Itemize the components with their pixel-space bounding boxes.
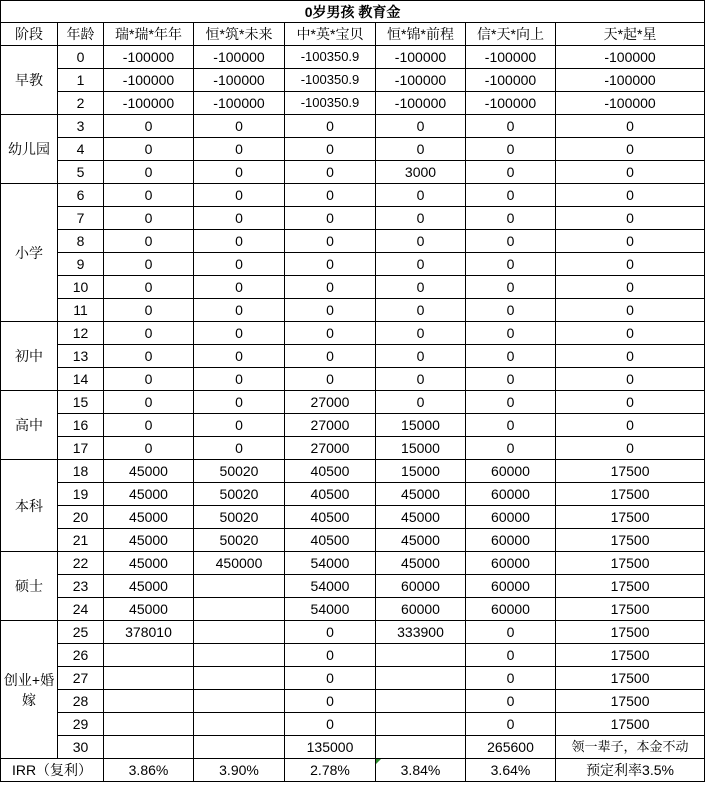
value-cell: 45000 bbox=[104, 483, 194, 506]
value-cell: 17500 bbox=[556, 667, 705, 690]
value-cell: 0 bbox=[376, 115, 466, 138]
table-row bbox=[1, 345, 705, 368]
value-cell: 17500 bbox=[556, 506, 705, 529]
value-cell: -100000 bbox=[466, 69, 556, 92]
value-cell: -100000 bbox=[194, 69, 285, 92]
age-cell: 23 bbox=[58, 575, 104, 598]
value-cell: 0 bbox=[466, 437, 556, 460]
value-cell: 0 bbox=[376, 345, 466, 368]
value-cell: 0 bbox=[556, 230, 705, 253]
value-cell bbox=[194, 713, 285, 736]
value-cell bbox=[376, 667, 466, 690]
value-cell bbox=[104, 713, 194, 736]
value-cell: 0 bbox=[194, 184, 285, 207]
table-row bbox=[1, 736, 705, 759]
value-cell: 0 bbox=[285, 276, 376, 299]
age-cell: 29 bbox=[58, 713, 104, 736]
value-cell: 0 bbox=[104, 138, 194, 161]
value-cell: 0 bbox=[376, 299, 466, 322]
age-cell: 11 bbox=[58, 299, 104, 322]
value-cell: 17500 bbox=[556, 460, 705, 483]
value-cell: 0 bbox=[104, 368, 194, 391]
value-cell: 0 bbox=[376, 322, 466, 345]
table-row bbox=[1, 506, 705, 529]
age-cell: 17 bbox=[58, 437, 104, 460]
value-cell: 50020 bbox=[194, 483, 285, 506]
table-row bbox=[1, 437, 705, 460]
value-cell: 0 bbox=[194, 391, 285, 414]
value-cell: 54000 bbox=[285, 598, 376, 621]
value-cell: 0 bbox=[556, 115, 705, 138]
value-cell: 27000 bbox=[285, 391, 376, 414]
table-row bbox=[1, 552, 705, 575]
stage-label: 创业+婚嫁 bbox=[1, 621, 58, 759]
value-cell: 0 bbox=[466, 667, 556, 690]
header-row bbox=[1, 23, 705, 46]
value-cell: 17500 bbox=[556, 598, 705, 621]
value-cell: 0 bbox=[376, 207, 466, 230]
value-cell: 0 bbox=[556, 322, 705, 345]
value-cell: 0 bbox=[194, 115, 285, 138]
value-cell: 0 bbox=[556, 184, 705, 207]
header-product-1: 瑞*瑞*年年 bbox=[104, 23, 194, 46]
value-cell: 领一辈子，本金不动 bbox=[556, 736, 705, 759]
value-cell: 0 bbox=[285, 644, 376, 667]
irr-row bbox=[1, 759, 705, 782]
age-cell: 2 bbox=[58, 92, 104, 115]
table-row bbox=[1, 529, 705, 552]
value-cell: -100000 bbox=[104, 69, 194, 92]
value-cell: 0 bbox=[466, 391, 556, 414]
age-cell: 6 bbox=[58, 184, 104, 207]
value-cell: 54000 bbox=[285, 575, 376, 598]
value-cell: 0 bbox=[466, 345, 556, 368]
value-cell: 0 bbox=[285, 115, 376, 138]
value-cell: 15000 bbox=[376, 437, 466, 460]
value-cell: 0 bbox=[466, 690, 556, 713]
age-cell: 24 bbox=[58, 598, 104, 621]
value-cell: 0 bbox=[376, 276, 466, 299]
value-cell: 0 bbox=[104, 322, 194, 345]
table-row bbox=[1, 46, 705, 69]
value-cell bbox=[194, 690, 285, 713]
stage-label: 早教 bbox=[1, 46, 58, 115]
value-cell: 0 bbox=[376, 391, 466, 414]
value-cell: 0 bbox=[285, 299, 376, 322]
value-cell: 60000 bbox=[466, 552, 556, 575]
value-cell: 3000 bbox=[376, 161, 466, 184]
age-cell: 22 bbox=[58, 552, 104, 575]
age-cell: 30 bbox=[58, 736, 104, 759]
value-cell: 45000 bbox=[104, 598, 194, 621]
value-cell: 50020 bbox=[194, 460, 285, 483]
value-cell: 0 bbox=[104, 115, 194, 138]
age-cell: 5 bbox=[58, 161, 104, 184]
table-row bbox=[1, 598, 705, 621]
value-cell: -100000 bbox=[376, 46, 466, 69]
value-cell: 333900 bbox=[376, 621, 466, 644]
value-cell: -100000 bbox=[104, 46, 194, 69]
value-cell: 0 bbox=[104, 276, 194, 299]
value-cell: 0 bbox=[285, 345, 376, 368]
value-cell: 0 bbox=[285, 322, 376, 345]
table-row bbox=[1, 69, 705, 92]
value-cell: 0 bbox=[285, 207, 376, 230]
table-row bbox=[1, 138, 705, 161]
value-cell bbox=[104, 667, 194, 690]
value-cell bbox=[194, 644, 285, 667]
value-cell: 17500 bbox=[556, 690, 705, 713]
table-row bbox=[1, 184, 705, 207]
table-row bbox=[1, 414, 705, 437]
value-cell: 27000 bbox=[285, 414, 376, 437]
value-cell bbox=[104, 736, 194, 759]
age-cell: 16 bbox=[58, 414, 104, 437]
value-cell: 0 bbox=[194, 368, 285, 391]
age-cell: 10 bbox=[58, 276, 104, 299]
value-cell: 17500 bbox=[556, 575, 705, 598]
value-cell: 0 bbox=[556, 345, 705, 368]
value-cell: 45000 bbox=[376, 506, 466, 529]
table-row bbox=[1, 391, 705, 414]
value-cell: 0 bbox=[104, 414, 194, 437]
value-cell: 60000 bbox=[466, 483, 556, 506]
value-cell: 0 bbox=[556, 391, 705, 414]
stage-label: 初中 bbox=[1, 322, 58, 391]
table-body bbox=[1, 1, 705, 782]
header-product-5: 信*天*向上 bbox=[466, 23, 556, 46]
value-cell: 40500 bbox=[285, 529, 376, 552]
value-cell bbox=[194, 667, 285, 690]
value-cell bbox=[104, 690, 194, 713]
value-cell: -100000 bbox=[104, 92, 194, 115]
stage-label: 高中 bbox=[1, 391, 58, 460]
value-cell: 0 bbox=[104, 345, 194, 368]
value-cell: -100000 bbox=[556, 46, 705, 69]
table-row bbox=[1, 644, 705, 667]
value-cell bbox=[376, 690, 466, 713]
value-cell: 0 bbox=[466, 253, 556, 276]
value-cell: 0 bbox=[285, 667, 376, 690]
header-stage: 阶段 bbox=[1, 23, 58, 46]
value-cell: 45000 bbox=[376, 552, 466, 575]
value-cell: -100350.9 bbox=[285, 69, 376, 92]
table-row bbox=[1, 460, 705, 483]
value-cell: 0 bbox=[466, 115, 556, 138]
value-cell: 0 bbox=[376, 230, 466, 253]
table-row bbox=[1, 92, 705, 115]
value-cell: 0 bbox=[104, 299, 194, 322]
value-cell: 60000 bbox=[466, 529, 556, 552]
table-row bbox=[1, 276, 705, 299]
age-cell: 3 bbox=[58, 115, 104, 138]
value-cell: 45000 bbox=[376, 483, 466, 506]
age-cell: 0 bbox=[58, 46, 104, 69]
irr-value: 2.78% bbox=[285, 759, 376, 782]
value-cell: 0 bbox=[466, 414, 556, 437]
irr-value: 3.64% bbox=[466, 759, 556, 782]
stage-label: 本科 bbox=[1, 460, 58, 552]
age-cell: 9 bbox=[58, 253, 104, 276]
table-row bbox=[1, 690, 705, 713]
value-cell: 0 bbox=[466, 138, 556, 161]
value-cell: -100000 bbox=[466, 92, 556, 115]
value-cell: 0 bbox=[104, 161, 194, 184]
age-cell: 8 bbox=[58, 230, 104, 253]
value-cell: 0 bbox=[194, 322, 285, 345]
value-cell: 0 bbox=[194, 299, 285, 322]
age-cell: 19 bbox=[58, 483, 104, 506]
value-cell: 0 bbox=[194, 276, 285, 299]
header-product-3: 中*英*宝贝 bbox=[285, 23, 376, 46]
value-cell: 15000 bbox=[376, 414, 466, 437]
value-cell: 0 bbox=[104, 391, 194, 414]
value-cell bbox=[194, 736, 285, 759]
value-cell: 0 bbox=[194, 207, 285, 230]
value-cell: -100000 bbox=[376, 69, 466, 92]
value-cell: 0 bbox=[466, 644, 556, 667]
age-cell: 13 bbox=[58, 345, 104, 368]
value-cell: -100000 bbox=[556, 69, 705, 92]
irr-value: 3.86% bbox=[104, 759, 194, 782]
value-cell: 50020 bbox=[194, 529, 285, 552]
value-cell: 17500 bbox=[556, 483, 705, 506]
stage-label: 硕士 bbox=[1, 552, 58, 621]
value-cell: 0 bbox=[285, 621, 376, 644]
header-product-2: 恒*筑*未来 bbox=[194, 23, 285, 46]
value-cell: -100000 bbox=[376, 92, 466, 115]
value-cell: -100350.9 bbox=[285, 92, 376, 115]
age-cell: 15 bbox=[58, 391, 104, 414]
value-cell: -100350.9 bbox=[285, 46, 376, 69]
value-cell: 54000 bbox=[285, 552, 376, 575]
table-row bbox=[1, 230, 705, 253]
age-cell: 18 bbox=[58, 460, 104, 483]
age-cell: 21 bbox=[58, 529, 104, 552]
value-cell: 0 bbox=[194, 345, 285, 368]
value-cell: 0 bbox=[285, 138, 376, 161]
header-age: 年龄 bbox=[58, 23, 104, 46]
value-cell: 45000 bbox=[104, 575, 194, 598]
value-cell: 0 bbox=[194, 437, 285, 460]
value-cell: 0 bbox=[194, 138, 285, 161]
table-row bbox=[1, 322, 705, 345]
value-cell: 45000 bbox=[104, 529, 194, 552]
value-cell: 0 bbox=[104, 230, 194, 253]
value-cell: 45000 bbox=[104, 552, 194, 575]
value-cell: 17500 bbox=[556, 644, 705, 667]
value-cell: 0 bbox=[556, 368, 705, 391]
value-cell: 0 bbox=[285, 713, 376, 736]
value-cell: 0 bbox=[556, 138, 705, 161]
value-cell bbox=[376, 644, 466, 667]
value-cell: 0 bbox=[194, 230, 285, 253]
table-row bbox=[1, 299, 705, 322]
value-cell: 0 bbox=[466, 368, 556, 391]
value-cell: 0 bbox=[376, 138, 466, 161]
value-cell: 0 bbox=[104, 437, 194, 460]
value-cell: 0 bbox=[285, 253, 376, 276]
age-cell: 12 bbox=[58, 322, 104, 345]
value-cell: 0 bbox=[466, 161, 556, 184]
value-cell: 0 bbox=[194, 253, 285, 276]
value-cell: 0 bbox=[104, 184, 194, 207]
value-cell: 17500 bbox=[556, 529, 705, 552]
irr-label: IRR（复利） bbox=[1, 759, 104, 782]
value-cell: 378010 bbox=[104, 621, 194, 644]
value-cell: 15000 bbox=[376, 460, 466, 483]
value-cell: 0 bbox=[556, 276, 705, 299]
value-cell: 60000 bbox=[466, 575, 556, 598]
value-cell bbox=[376, 713, 466, 736]
table-row bbox=[1, 713, 705, 736]
value-cell: 17500 bbox=[556, 621, 705, 644]
irr-value: 3.90% bbox=[194, 759, 285, 782]
value-cell: 60000 bbox=[466, 460, 556, 483]
value-cell: 60000 bbox=[466, 598, 556, 621]
value-cell: 0 bbox=[285, 230, 376, 253]
irr-value: 3.84% bbox=[376, 759, 466, 782]
value-cell: 60000 bbox=[376, 598, 466, 621]
value-cell: 0 bbox=[466, 322, 556, 345]
value-cell: 0 bbox=[194, 414, 285, 437]
value-cell: 17500 bbox=[556, 713, 705, 736]
table-row bbox=[1, 207, 705, 230]
age-cell: 26 bbox=[58, 644, 104, 667]
value-cell: 0 bbox=[556, 414, 705, 437]
table-row bbox=[1, 368, 705, 391]
stage-label: 幼儿园 bbox=[1, 115, 58, 184]
value-cell: 0 bbox=[194, 161, 285, 184]
value-cell: 40500 bbox=[285, 460, 376, 483]
table-row bbox=[1, 667, 705, 690]
value-cell: 0 bbox=[285, 368, 376, 391]
age-cell: 28 bbox=[58, 690, 104, 713]
value-cell bbox=[194, 575, 285, 598]
value-cell: -100000 bbox=[556, 92, 705, 115]
value-cell: 0 bbox=[285, 184, 376, 207]
value-cell: 0 bbox=[466, 713, 556, 736]
value-cell: 27000 bbox=[285, 437, 376, 460]
value-cell: 450000 bbox=[194, 552, 285, 575]
title-row bbox=[1, 1, 705, 23]
age-cell: 14 bbox=[58, 368, 104, 391]
header-product-4: 恒*锦*前程 bbox=[376, 23, 466, 46]
value-cell: 0 bbox=[556, 161, 705, 184]
table-row bbox=[1, 621, 705, 644]
value-cell: 45000 bbox=[376, 529, 466, 552]
value-cell: 0 bbox=[466, 276, 556, 299]
age-cell: 27 bbox=[58, 667, 104, 690]
value-cell: 0 bbox=[556, 299, 705, 322]
value-cell: 45000 bbox=[104, 506, 194, 529]
table-title: 0岁男孩 教育金 bbox=[1, 1, 705, 23]
value-cell bbox=[194, 621, 285, 644]
value-cell: 40500 bbox=[285, 506, 376, 529]
value-cell bbox=[194, 598, 285, 621]
value-cell: -100000 bbox=[194, 46, 285, 69]
table-row bbox=[1, 161, 705, 184]
table-row bbox=[1, 253, 705, 276]
value-cell: 50020 bbox=[194, 506, 285, 529]
value-cell: 60000 bbox=[466, 506, 556, 529]
value-cell: -100000 bbox=[466, 46, 556, 69]
value-cell: 0 bbox=[376, 253, 466, 276]
value-cell: 265600 bbox=[466, 736, 556, 759]
value-cell: 0 bbox=[376, 368, 466, 391]
value-cell: 135000 bbox=[285, 736, 376, 759]
value-cell: 0 bbox=[104, 207, 194, 230]
value-cell: 0 bbox=[104, 253, 194, 276]
value-cell: 0 bbox=[376, 184, 466, 207]
value-cell: 0 bbox=[556, 207, 705, 230]
age-cell: 1 bbox=[58, 69, 104, 92]
value-cell: 45000 bbox=[104, 460, 194, 483]
value-cell: 0 bbox=[556, 437, 705, 460]
value-cell: -100000 bbox=[194, 92, 285, 115]
value-cell: 40500 bbox=[285, 483, 376, 506]
value-cell: 0 bbox=[466, 184, 556, 207]
value-cell: 17500 bbox=[556, 552, 705, 575]
header-product-6: 天*起*星 bbox=[556, 23, 705, 46]
value-cell: 0 bbox=[556, 253, 705, 276]
age-cell: 7 bbox=[58, 207, 104, 230]
stage-label: 小学 bbox=[1, 184, 58, 322]
irr-value: 预定利率3.5% bbox=[556, 759, 705, 782]
value-cell: 0 bbox=[466, 621, 556, 644]
table-row bbox=[1, 575, 705, 598]
age-cell: 20 bbox=[58, 506, 104, 529]
value-cell bbox=[376, 736, 466, 759]
value-cell: 0 bbox=[466, 299, 556, 322]
value-cell: 0 bbox=[285, 161, 376, 184]
age-cell: 4 bbox=[58, 138, 104, 161]
value-cell: 0 bbox=[466, 207, 556, 230]
value-cell: 60000 bbox=[376, 575, 466, 598]
value-cell: 0 bbox=[285, 690, 376, 713]
value-cell: 0 bbox=[466, 230, 556, 253]
value-cell bbox=[104, 644, 194, 667]
table-row bbox=[1, 483, 705, 506]
age-cell: 25 bbox=[58, 621, 104, 644]
table-row bbox=[1, 115, 705, 138]
